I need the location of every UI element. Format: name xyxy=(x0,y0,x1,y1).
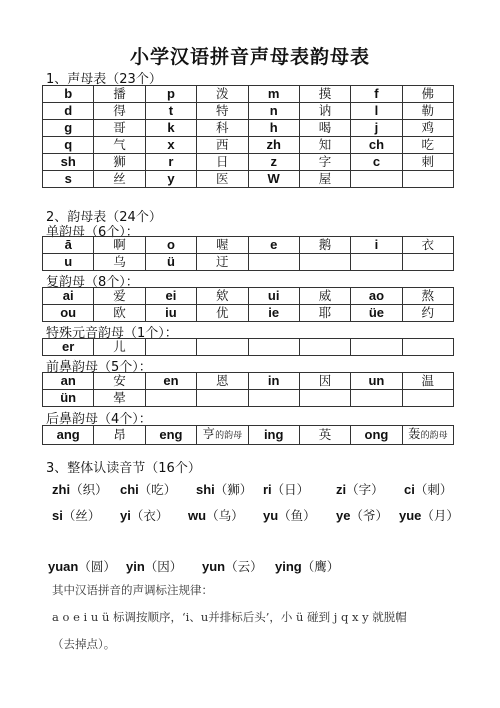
pinyin-cell: iu xyxy=(145,305,196,322)
hanzi-cell xyxy=(197,390,248,407)
hanzi-cell xyxy=(197,339,248,356)
hanzi-cell: 约 xyxy=(402,305,453,322)
pinyin-cell: s xyxy=(43,171,94,188)
syllable-item xyxy=(336,480,384,498)
syllable-pinyin: yu xyxy=(263,508,279,523)
pinyin-cell: an xyxy=(43,373,94,390)
syllable-hanzi: （云） xyxy=(225,559,263,574)
compound-finals-table xyxy=(42,287,454,322)
table-row xyxy=(43,339,454,356)
table-row xyxy=(43,390,454,407)
hanzi-cell xyxy=(402,171,453,188)
hanzi-cell: 鸡 xyxy=(402,120,453,137)
syllable-pinyin: ri xyxy=(263,482,272,497)
syllable-item xyxy=(196,480,252,498)
pinyin-cell: k xyxy=(145,120,196,137)
pinyin-cell: u xyxy=(43,254,94,271)
table-row xyxy=(43,103,454,120)
pinyin-cell: eng xyxy=(145,426,196,445)
pinyin-cell: in xyxy=(248,373,299,390)
hanzi-cell: 西 xyxy=(197,137,248,154)
pinyin-cell: ai xyxy=(43,288,94,305)
syllable-hanzi: （鱼） xyxy=(278,508,316,523)
compound-finals-heading: 复韵母（8个）： xyxy=(46,275,139,290)
syllable-hanzi: （字） xyxy=(346,482,384,497)
special-final-table xyxy=(42,338,454,356)
pinyin-cell: z xyxy=(248,154,299,171)
pinyin-cell: ei xyxy=(145,288,196,305)
pinyin-cell: ü xyxy=(145,254,196,271)
hanzi-cell: 得 xyxy=(94,103,145,120)
hanzi-cell: 迂 xyxy=(197,254,248,271)
pinyin-cell xyxy=(351,254,402,271)
table-row xyxy=(43,254,454,271)
hanzi-cell: 字 xyxy=(299,154,350,171)
special-final-heading: 特殊元音韵母（1个）： xyxy=(46,326,178,341)
syllable-hanzi: （吃） xyxy=(138,482,177,497)
table-row xyxy=(43,426,454,445)
hanzi-cell: 儿 xyxy=(94,339,145,356)
pinyin-cell: j xyxy=(351,120,402,137)
hanzi-cell: 喝 xyxy=(299,120,350,137)
hanzi-cell: 威 xyxy=(299,288,350,305)
hanzi-cell: 特 xyxy=(197,103,248,120)
table-row xyxy=(43,137,454,154)
syllable-pinyin: zhi xyxy=(52,482,71,497)
syllable-pinyin: yuan xyxy=(48,559,79,574)
syllable-hanzi: （衣） xyxy=(130,508,169,523)
syllable-hanzi: （乌） xyxy=(206,508,244,523)
hanzi-char: 轰 xyxy=(408,426,421,441)
hanzi-char: 亨 xyxy=(202,426,216,441)
pinyin-cell: en xyxy=(145,373,196,390)
hanzi-cell: 知 xyxy=(299,137,350,154)
pinyin-cell: y xyxy=(145,171,196,188)
syllable-item xyxy=(188,506,244,524)
hanzi-cell: 恩 xyxy=(197,373,248,390)
syllable-pinyin: zi xyxy=(336,482,347,497)
pinyin-cell xyxy=(351,171,402,188)
syllable-hanzi: （月） xyxy=(421,508,459,523)
syllable-hanzi: （刺） xyxy=(414,482,453,497)
pinyin-cell: ie xyxy=(248,305,299,322)
hanzi-cell: 佛 xyxy=(402,86,453,103)
syllable-hanzi: （狮） xyxy=(214,482,253,497)
syllable-hanzi: （织） xyxy=(70,482,108,497)
pinyin-cell: sh xyxy=(43,154,94,171)
hanzi-cell xyxy=(299,339,350,356)
pinyin-cell: W xyxy=(248,171,299,188)
syllable-pinyin: ying xyxy=(275,559,302,574)
hanzi-cell: 欸 xyxy=(197,288,248,305)
back-nasal-heading: 后鼻韵母（4个）： xyxy=(46,412,152,427)
pinyin-cell: g xyxy=(43,120,94,137)
pinyin-cell: q xyxy=(43,137,94,154)
syllable-hanzi: （丝） xyxy=(62,508,101,523)
syllable-pinyin: yin xyxy=(126,559,145,574)
pinyin-cell: r xyxy=(145,154,196,171)
syllable-item xyxy=(52,506,100,524)
hanzi-cell: 安 xyxy=(94,373,145,390)
hanzi-cell: 刺 xyxy=(402,154,453,171)
hanzi-cell: 衣 xyxy=(402,237,453,254)
finals-heading: 2、韵母表（24个） xyxy=(46,210,162,225)
pinyin-cell: l xyxy=(351,103,402,120)
pinyin-cell: t xyxy=(145,103,196,120)
hanzi-cell: 泼 xyxy=(197,86,248,103)
syllable-hanzi: （鹰） xyxy=(301,559,340,574)
pinyin-cell: h xyxy=(248,120,299,137)
syllable-pinyin: ci xyxy=(404,482,415,497)
final-suffix: 的韵母 xyxy=(215,431,243,441)
syllable-pinyin: si xyxy=(52,508,63,523)
table-row xyxy=(43,288,454,305)
front-nasal-table xyxy=(42,372,454,407)
syllable-item xyxy=(399,506,459,524)
single-finals-table xyxy=(42,236,454,271)
hanzi-cell: 啊 xyxy=(94,237,145,254)
hanzi-cell xyxy=(299,390,350,407)
tone-rule-text-cont: （去掉点）。 xyxy=(52,637,116,651)
hanzi-cell: 优 xyxy=(197,305,248,322)
hanzi-cell xyxy=(197,426,248,445)
syllable-item xyxy=(336,506,388,524)
syllable-item xyxy=(120,506,168,524)
pinyin-cell: ui xyxy=(248,288,299,305)
pinyin-cell: ing xyxy=(248,426,299,445)
hanzi-cell: 科 xyxy=(197,120,248,137)
syllable-item xyxy=(126,557,182,575)
syllable-item xyxy=(48,557,116,575)
final-suffix: 的韵母 xyxy=(420,431,448,441)
syllable-hanzi: （爷） xyxy=(350,508,388,523)
hanzi-cell: 医 xyxy=(197,171,248,188)
hanzi-cell xyxy=(402,390,453,407)
pinyin-cell: e xyxy=(248,237,299,254)
pinyin-cell: ā xyxy=(43,237,94,254)
pinyin-cell: ong xyxy=(351,426,402,445)
pinyin-cell: i xyxy=(351,237,402,254)
front-nasal-heading: 前鼻韵母（5个）： xyxy=(46,360,152,375)
hanzi-cell: 吃 xyxy=(402,137,453,154)
hanzi-cell xyxy=(299,254,350,271)
syllable-pinyin: yun xyxy=(202,559,226,574)
hanzi-cell: 勒 xyxy=(402,103,453,120)
table-row xyxy=(43,305,454,322)
tone-rule-text: a o e i u ü 标调按顺序，‘i、u并排标后头’，小 ü 碰到 j q x y 就脱帽 xyxy=(52,610,407,624)
pinyin-cell: er xyxy=(43,339,94,356)
syllable-item xyxy=(404,480,452,498)
hanzi-cell: 耶 xyxy=(299,305,350,322)
hanzi-cell: 熬 xyxy=(402,288,453,305)
hanzi-cell: 摸 xyxy=(299,86,350,103)
syllable-item xyxy=(120,480,176,498)
table-row xyxy=(43,373,454,390)
syllable-hanzi: （日） xyxy=(271,482,310,497)
syllable-hanzi: （圆） xyxy=(78,559,116,574)
hanzi-cell xyxy=(402,426,453,445)
syllables-heading: 3、整体认读音节（16个） xyxy=(46,461,201,476)
hanzi-cell: 丝 xyxy=(94,171,145,188)
hanzi-cell: 讷 xyxy=(299,103,350,120)
hanzi-cell: 播 xyxy=(94,86,145,103)
pinyin-cell: ch xyxy=(351,137,402,154)
syllable-pinyin: chi xyxy=(120,482,139,497)
pinyin-cell xyxy=(145,339,196,356)
pinyin-cell xyxy=(248,254,299,271)
pinyin-cell: b xyxy=(43,86,94,103)
page-title: 小学汉语拼音声母表韵母表 xyxy=(129,46,370,68)
initials-table xyxy=(42,85,454,188)
pinyin-cell: d xyxy=(43,103,94,120)
syllable-pinyin: ye xyxy=(336,508,351,523)
syllable-item xyxy=(52,480,108,498)
syllable-pinyin: yue xyxy=(399,508,422,523)
table-row xyxy=(43,86,454,103)
syllable-pinyin: yi xyxy=(120,508,131,523)
pinyin-cell: c xyxy=(351,154,402,171)
hanzi-cell xyxy=(402,339,453,356)
syllable-hanzi: （因） xyxy=(144,559,183,574)
hanzi-cell: 屋 xyxy=(299,171,350,188)
pinyin-cell xyxy=(145,390,196,407)
pinyin-cell: o xyxy=(145,237,196,254)
hanzi-cell: 喔 xyxy=(197,237,248,254)
pinyin-cell: ün xyxy=(43,390,94,407)
hanzi-cell: 温 xyxy=(402,373,453,390)
table-row xyxy=(43,120,454,137)
hanzi-cell: 日 xyxy=(197,154,248,171)
pinyin-cell: x xyxy=(145,137,196,154)
syllable-pinyin: wu xyxy=(188,508,207,523)
pinyin-cell: ou xyxy=(43,305,94,322)
tone-rule-intro: 其中汉语拼音的声调标注规律： xyxy=(52,583,213,597)
hanzi-cell: 英 xyxy=(299,426,350,445)
pinyin-cell: un xyxy=(351,373,402,390)
hanzi-cell: 晕 xyxy=(94,390,145,407)
single-finals-heading: 单韵母（6个）： xyxy=(46,225,139,240)
hanzi-cell: 哥 xyxy=(94,120,145,137)
back-nasal-table xyxy=(42,425,454,445)
hanzi-cell: 狮 xyxy=(94,154,145,171)
syllable-item xyxy=(202,557,263,575)
table-row xyxy=(43,237,454,254)
pinyin-cell xyxy=(248,339,299,356)
pinyin-cell: ang xyxy=(43,426,94,445)
syllable-item xyxy=(263,506,316,524)
pinyin-cell: f xyxy=(351,86,402,103)
pinyin-cell: zh xyxy=(248,137,299,154)
hanzi-cell xyxy=(402,254,453,271)
pinyin-cell: üe xyxy=(351,305,402,322)
initials-heading: 1、声母表（23个） xyxy=(46,72,162,87)
table-row xyxy=(43,154,454,171)
pinyin-cell xyxy=(248,390,299,407)
table-row xyxy=(43,171,454,188)
syllable-item xyxy=(263,480,309,498)
pinyin-cell: m xyxy=(248,86,299,103)
pinyin-cell: n xyxy=(248,103,299,120)
syllable-item xyxy=(275,557,339,575)
pinyin-cell: ao xyxy=(351,288,402,305)
hanzi-cell: 因 xyxy=(299,373,350,390)
hanzi-cell: 鹅 xyxy=(299,237,350,254)
pinyin-cell xyxy=(351,339,402,356)
hanzi-cell: 气 xyxy=(94,137,145,154)
syllable-pinyin: shi xyxy=(196,482,215,497)
hanzi-cell: 昂 xyxy=(94,426,145,445)
pinyin-cell: p xyxy=(145,86,196,103)
hanzi-cell: 乌 xyxy=(94,254,145,271)
pinyin-cell xyxy=(351,390,402,407)
hanzi-cell: 欧 xyxy=(94,305,145,322)
hanzi-cell: 爱 xyxy=(94,288,145,305)
